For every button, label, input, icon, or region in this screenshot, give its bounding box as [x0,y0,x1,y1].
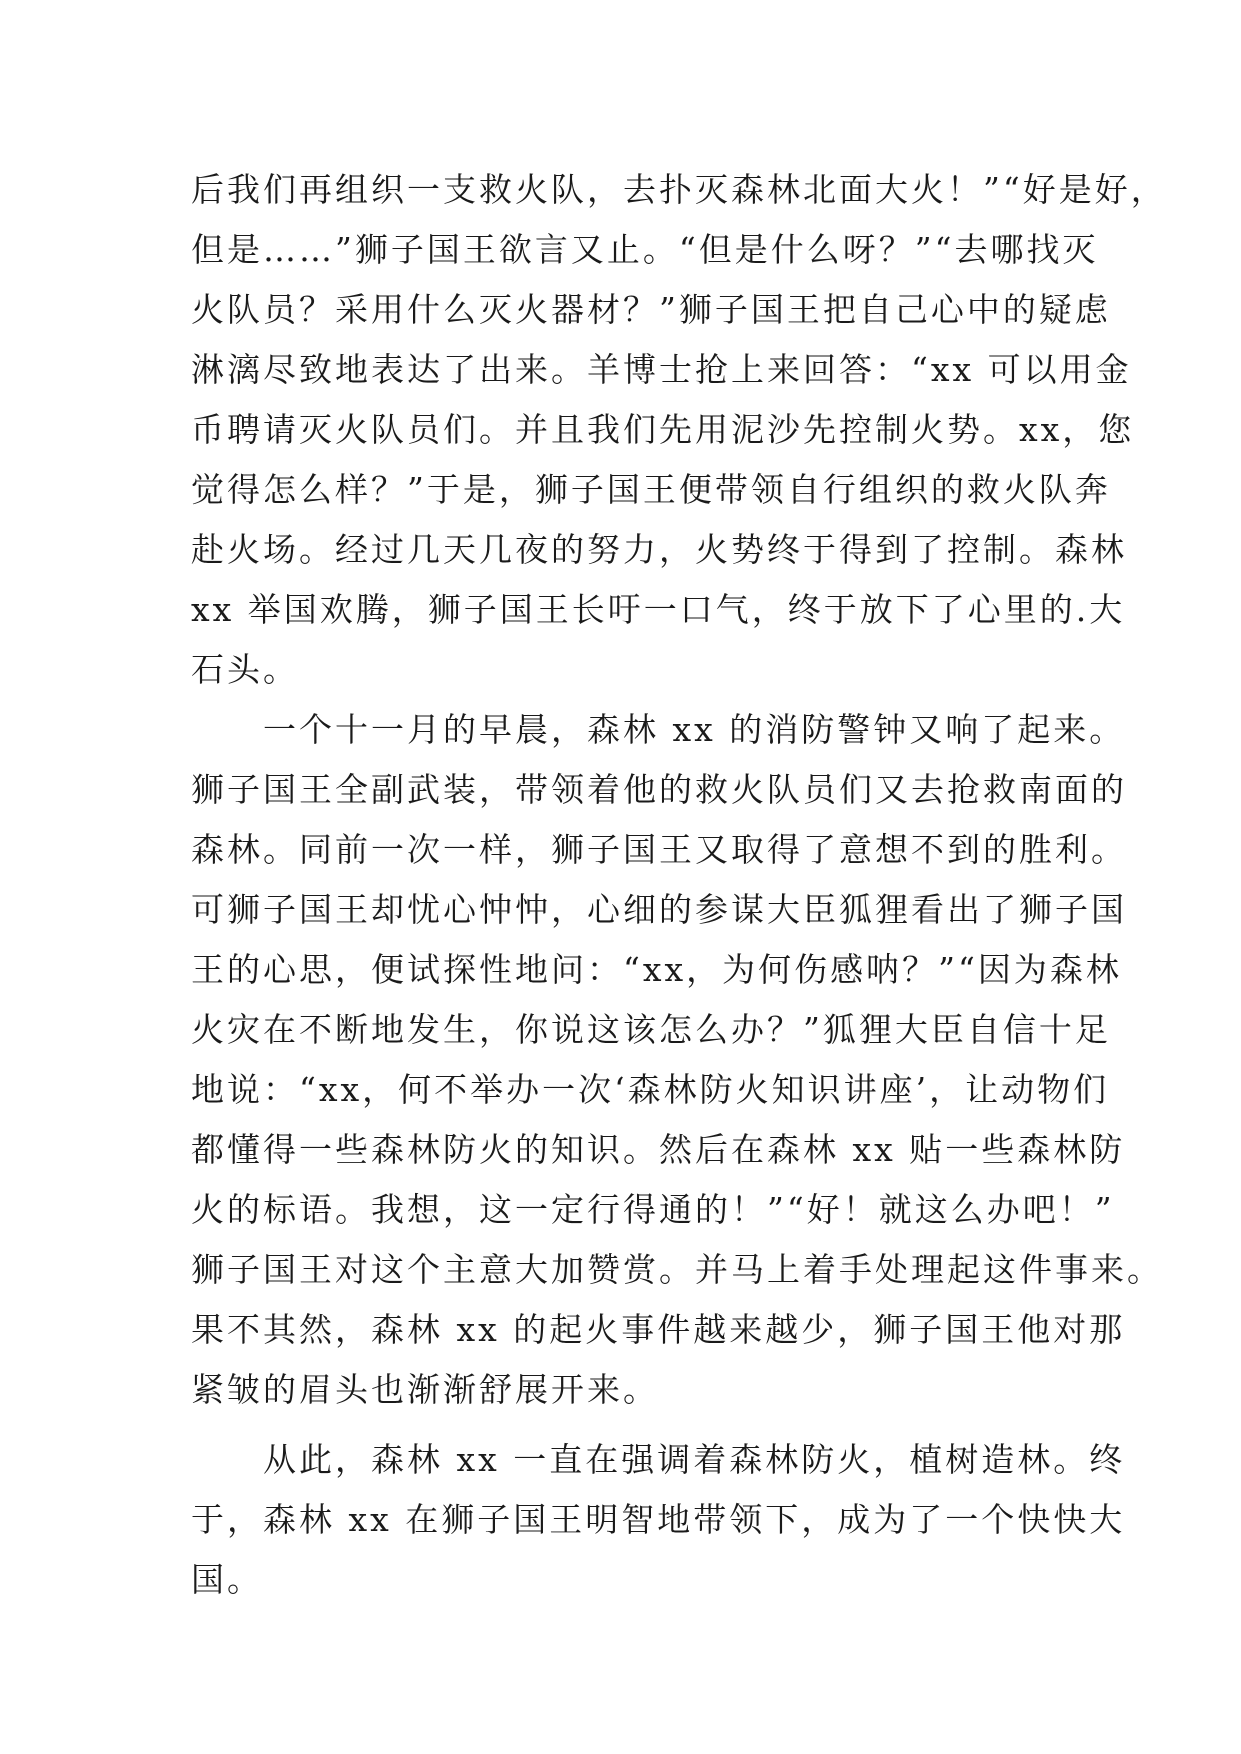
text-line: 从此，森林 xx 一直在强调着森林防火，植树造林。终 [191,1440,1126,1479]
text-line: 淋漓尽致地表达了出来。羊博士抢上来回答：“xx 可以用金 [191,350,1132,389]
text-line: 觉得怎么样？”于是，狮子国王便带领自行组织的救火队奔 [191,470,1111,509]
text-line: 国。 [191,1560,263,1599]
text-line: 赴火场。经过几天几夜的努力，火势终于得到了控制。森林 [191,530,1127,569]
text-line: 狮子国王全副武装，带领着他的救火队员们又去抢救南面的 [191,770,1127,809]
text-line: 森林。同前一次一样，狮子国王又取得了意想不到的胜利。 [191,830,1127,869]
text-line: 都懂得一些森林防火的知识。然后在森林 xx 贴一些森林防 [191,1130,1126,1169]
text-line: 果不其然，森林 xx 的起火事件越来越少，狮子国王他对那 [191,1310,1126,1349]
text-line: 火灾在不断地发生，你说这该怎么办？”狐狸大臣自信十足 [191,1010,1111,1049]
text-line: 火队员？采用什么灭火器材？”狮子国王把自己心中的疑虑 [191,290,1111,329]
text-line: 一个十一月的早晨，森林 xx 的消防警钟又响了起来。 [191,710,1126,749]
text-line: 于，森林 xx 在狮子国王明智地带领下，成为了一个快快大 [191,1500,1126,1539]
text-line: 王的心思，便试探性地问：“xx，为何伤感呐？”“因为森林 [191,950,1122,989]
text-line: 紧皱的眉头也渐渐舒展开来。 [191,1370,659,1409]
text-line: 狮子国王对这个主意大加赞赏。并马上着手处理起这件事来。 [191,1250,1163,1289]
text-line: 币聘请灭火队员们。并且我们先用泥沙先控制火势。xx，您 [191,410,1135,449]
text-line: 石头。 [191,650,299,689]
body-text [191,160,1167,1610]
text-line: 后我们再组织一支救火队，去扑灭森林北面大火！”“好是好， [191,170,1167,209]
text-line: 可狮子国王却忧心忡忡，心细的参谋大臣狐狸看出了狮子国 [191,890,1127,929]
text-line: 地说：“xx，何不举办一次‘森林防火知识讲座’，让动物们 [191,1070,1110,1109]
text-line: xx 举国欢腾，狮子国王长吁一口气，终于放下了心里的.大 [191,590,1126,629]
text-line: 火的标语。我想，这一定行得通的！”“好！就这么办吧！” [191,1190,1115,1229]
text-line: 但是……”狮子国王欲言又止。“但是什么呀？”“去哪找灭 [191,230,1099,269]
paragraph-gap [191,1420,1051,1430]
